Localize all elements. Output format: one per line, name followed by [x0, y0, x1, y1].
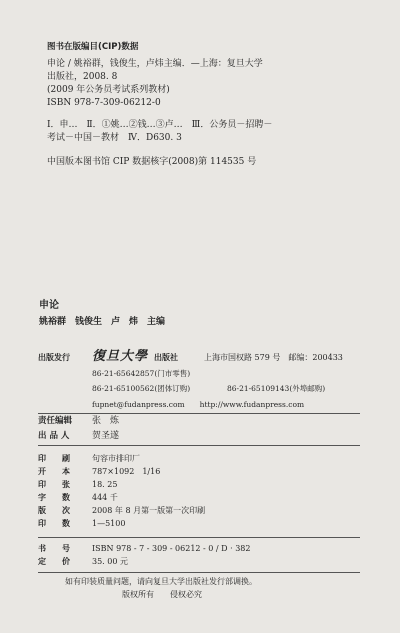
book-editors: 姚裕群 钱俊生 卢 炜 主编	[39, 317, 166, 327]
spec-label: 印 刷	[38, 454, 70, 463]
spec-value: 444 千	[92, 493, 118, 502]
divider	[38, 445, 360, 446]
price-value: 35. 00 元	[92, 557, 128, 566]
spec-value: 787×1092 1/16	[92, 467, 161, 476]
rights-notice: 版权所有 侵权必究	[122, 590, 202, 599]
cip-line-3: (2009 年公务员考试系列教材)	[47, 85, 170, 95]
publisher-label: 出版发行	[38, 353, 70, 362]
cip-line-2: 出版社，2008. 8	[47, 72, 118, 82]
cip-classification-2: 考试－中国－教材 Ⅳ．D630. 3	[47, 133, 182, 143]
divider	[38, 413, 360, 414]
divider	[38, 572, 360, 573]
isbn-value: ISBN 978 - 7 - 309 - 06212 - 0 / D · 382	[92, 544, 251, 553]
phone-retail: 86-21-65642857(门市零售)	[92, 369, 191, 378]
credit-label: 责任编辑	[38, 416, 73, 426]
spec-label: 版 次	[38, 506, 70, 515]
publisher-logo: 復旦大學	[92, 349, 149, 364]
spec-label: 印 数	[38, 519, 70, 528]
phone-group: 86-21-65100562(团体订购)	[92, 384, 191, 393]
divider	[38, 537, 360, 538]
spec-value: 句容市排印厂	[92, 454, 140, 463]
publisher-web: fupnet@fudanpress.com http://www.fudanpress.com	[92, 400, 305, 409]
price-label: 定 价	[38, 557, 70, 566]
publisher-address: 上海市国权路 579 号 邮编：200433	[204, 353, 343, 362]
credit-value: 贺圣遂	[92, 431, 120, 441]
quality-notice: 如有印装质量问题，请向复旦大学出版社发行部调换。	[65, 577, 257, 586]
cip-isbn: ISBN 978-7-309-06212-0	[47, 98, 161, 108]
cip-heading: 图书在版编目(CIP)数据	[47, 42, 139, 52]
isbn-label: 书 号	[38, 544, 70, 553]
credit-label: 出 品 人	[38, 431, 70, 441]
spec-value: 2008 年 8 月第一版第一次印刷	[92, 506, 206, 515]
spec-value: 1—5100	[92, 519, 126, 528]
book-title: 申论	[39, 300, 59, 311]
publisher-name-suffix: 出版社	[154, 353, 178, 362]
spec-label: 印 张	[38, 480, 70, 489]
cip-line-1: 申论 / 姚裕群，钱俊生，卢炜主编．—上海：复旦大学	[47, 59, 263, 69]
credit-value: 张 炼	[92, 416, 120, 426]
spec-value: 18. 25	[92, 480, 118, 489]
phone-mail: 86-21-65109143(外埠邮购)	[227, 384, 326, 393]
cip-verification-number: 中国版本图书馆 CIP 数据核字(2008)第 114535 号	[47, 157, 257, 167]
cip-classification-1: Ⅰ．申… Ⅱ．①姚…②钱…③卢… Ⅲ．公务员－招聘－	[47, 120, 273, 130]
spec-label: 字 数	[38, 493, 70, 502]
spec-label: 开 本	[38, 467, 70, 476]
